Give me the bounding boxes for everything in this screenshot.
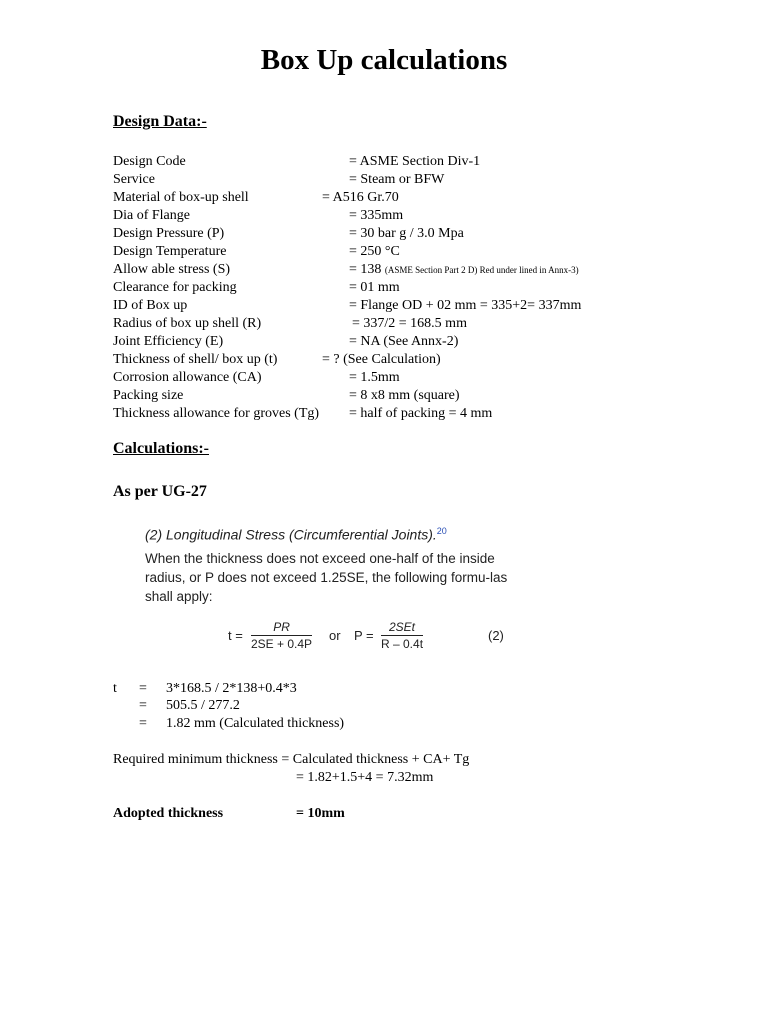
row-value: = 01 mm xyxy=(349,280,400,295)
ug27-subheading: As per UG-27 xyxy=(113,483,207,500)
eq-or: or xyxy=(329,628,341,643)
step-rhs: 505.5 / 277.2 xyxy=(166,698,240,713)
eq-number: (2) xyxy=(488,628,504,643)
row-label: Service xyxy=(113,172,155,187)
eq2-numerator: 2SEt xyxy=(381,620,423,636)
eq2-lhs: P = xyxy=(354,628,374,643)
calculations-heading: Calculations:- xyxy=(113,440,209,457)
design-data-heading: Design Data:- xyxy=(113,113,207,130)
excerpt-body: When the thickness does not exceed one-half of the inside radius, or P does not exceed 1.25SE, the following formu-las shall apply: xyxy=(145,551,508,604)
row-label: Material of box-up shell xyxy=(113,190,249,205)
required-thickness-result: = 1.82+1.5+4 = 7.32mm xyxy=(296,770,434,785)
eq1-fraction xyxy=(251,620,312,651)
row-note: (ASME Section Part 2 D) Red under lined in Annx-3) xyxy=(384,265,579,275)
row-value: = 8 x8 mm (square) xyxy=(349,388,460,403)
row-value: = ? (See Calculation) xyxy=(322,352,441,367)
row-label: ID of Box up xyxy=(113,298,188,313)
eq2-denominator: R – 0.4t xyxy=(381,637,424,651)
row-label: Joint Efficiency (E) xyxy=(113,334,224,349)
row-label: Thickness allowance for groves (Tg) xyxy=(113,406,320,421)
row-value: = 30 bar g / 3.0 Mpa xyxy=(349,226,464,241)
row-value: = ASME Section Div-1 xyxy=(349,154,481,169)
row-label: Radius of box up shell (R) xyxy=(113,316,262,331)
row-label: Corrosion allowance (CA) xyxy=(113,370,262,385)
row-value: = 337/2 = 168.5 mm xyxy=(352,316,467,331)
row-value: = Flange OD + 02 mm = 335+2= 337mm xyxy=(349,298,582,313)
excerpt-footnote: 20 xyxy=(436,526,447,536)
row-value: = half of packing = 4 mm xyxy=(349,406,493,421)
row-label: Design Code xyxy=(113,154,186,169)
excerpt-heading: (2) Longitudinal Stress (Circumferential Joints).$^{20}$ xyxy=(145,526,447,543)
row-value: = Steam or BFW xyxy=(349,172,445,187)
row-value: = 335mm xyxy=(349,208,404,223)
step-lhs: t xyxy=(113,681,117,696)
row-value: = 138 (ASME Section Part 2 D) Red under lined in Annx-3) xyxy=(349,262,579,277)
adopted-thickness-value: = 10mm xyxy=(296,806,345,821)
code-excerpt xyxy=(145,524,525,664)
page-title: Box Up calculations xyxy=(260,44,508,76)
step-eq: = xyxy=(139,698,147,713)
step-rhs: 3*168.5 / 2*138+0.4*3 xyxy=(166,681,297,696)
row-value: = A516 Gr.70 xyxy=(322,190,399,205)
step-eq: = xyxy=(139,716,147,731)
row-label: Clearance for packing xyxy=(113,280,237,295)
step-eq: = xyxy=(139,681,147,696)
row-label: Allow able stress (S) xyxy=(113,262,231,277)
required-thickness-line: Required minimum thickness = Calculated thickness + CA+ Tg xyxy=(113,752,470,767)
row-value: = 250 °C xyxy=(349,244,400,259)
eq1-numerator: PR xyxy=(251,620,312,636)
eq1-lhs: t = xyxy=(228,628,243,643)
row-label: Packing size xyxy=(113,388,184,403)
step-rhs: 1.82 mm (Calculated thickness) xyxy=(166,716,345,731)
row-label: Design Pressure (P) xyxy=(113,226,225,241)
row-value: = NA (See Annx-2) xyxy=(349,334,459,349)
row-value: = 1.5mm xyxy=(349,370,400,385)
eq2-fraction xyxy=(381,620,423,651)
row-label: Thickness of shell/ box up (t) xyxy=(113,352,278,367)
row-label: Design Temperature xyxy=(113,244,227,259)
row-label: Dia of Flange xyxy=(113,208,190,223)
adopted-thickness-label: Adopted thickness xyxy=(113,806,224,821)
eq1-denominator: 2SE + 0.4P xyxy=(251,637,313,651)
